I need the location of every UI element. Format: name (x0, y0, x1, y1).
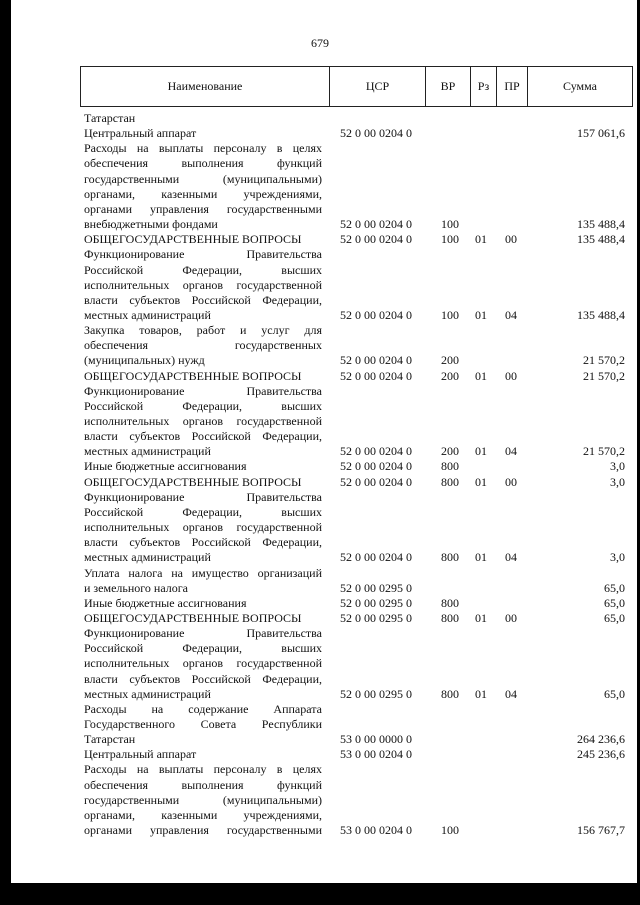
table-row (0, 641, 640, 656)
cell-name: Иные бюджетные ассигнования (84, 595, 247, 610)
header-sum: Сумма (563, 79, 597, 93)
cell-csr: 53 0 00 0204 0 (340, 747, 412, 762)
cell-vr: 200 (441, 368, 459, 383)
cell-csr: 52 0 00 0204 0 (340, 444, 412, 459)
cell-name: власти субъектов Российской Федерации, (84, 535, 322, 550)
table-row (0, 702, 640, 717)
table-row (0, 459, 640, 474)
table-row (0, 732, 640, 747)
cell-sum: 245 236,6 (577, 747, 625, 762)
cell-csr: 52 0 00 0204 0 (340, 217, 412, 232)
cell-name: власти субъектов Российской Федерации, (84, 671, 322, 686)
cell-csr: 52 0 00 0204 0 (340, 126, 412, 141)
header-rz: Рз (477, 79, 490, 93)
cell-name: Российской Федерации, высших (84, 398, 322, 413)
cell-name: государственными (муниципальными) (84, 171, 322, 186)
cell-sum: 135 488,4 (577, 217, 625, 232)
cell-name: Иные бюджетные ассигнования (84, 459, 247, 474)
table-row (0, 399, 640, 414)
cell-vr: 800 (441, 459, 459, 474)
cell-name: исполнительных органов государственной (84, 520, 322, 535)
table-row (0, 550, 640, 565)
cell-name: ОБЩЕГОСУДАРСТВЕННЫЕ ВОПРОСЫ (84, 474, 302, 489)
header-pr: ПР (504, 79, 520, 93)
table-row (0, 263, 640, 278)
cell-name: Центральный аппарат (84, 126, 197, 141)
cell-name: органами управления государственными (84, 201, 322, 216)
cell-name: обеспечения государственных (84, 338, 322, 353)
cell-name: органами, казенными учреждениями, (84, 186, 322, 201)
cell-pr: 04 (505, 550, 517, 565)
table-header (80, 66, 633, 107)
table-row (0, 656, 640, 671)
table-row (0, 490, 640, 505)
cell-name: органами управления государственными (84, 823, 322, 838)
cell-csr: 53 0 00 0204 0 (340, 823, 412, 838)
table-row (0, 232, 640, 247)
table-row (0, 793, 640, 808)
cell-name: Расходы на выплаты персоналу в целях (84, 762, 322, 777)
cell-name: Центральный аппарат (84, 747, 197, 762)
cell-pr: 00 (505, 232, 517, 247)
cell-sum: 21 570,2 (583, 353, 625, 368)
cell-name: исполнительных органов государственной (84, 656, 322, 671)
cell-sum: 135 488,4 (577, 232, 625, 247)
cell-name: ОБЩЕГОСУДАРСТВЕННЫЕ ВОПРОСЫ (84, 610, 302, 625)
cell-vr: 800 (441, 610, 459, 625)
cell-vr: 100 (441, 307, 459, 322)
table-row (0, 338, 640, 353)
cell-sum: 65,0 (604, 580, 625, 595)
table-row (0, 323, 640, 338)
header-csr: ЦСР (365, 79, 390, 93)
cell-name: обеспечения выполнения функций (84, 777, 322, 792)
cell-rz: 01 (475, 444, 487, 459)
table-row (0, 384, 640, 399)
cell-sum: 3,0 (610, 459, 625, 474)
cell-name: внебюджетными фондами (84, 217, 218, 232)
table-row (0, 672, 640, 687)
cell-sum: 156 767,7 (577, 823, 625, 838)
cell-sum: 21 570,2 (583, 444, 625, 459)
cell-vr: 800 (441, 550, 459, 565)
cell-csr: 53 0 00 0000 0 (340, 732, 412, 747)
cell-name: государственными (муниципальными) (84, 792, 322, 807)
cell-name: Функционирование Правительства (84, 247, 322, 262)
cell-rz: 01 (475, 610, 487, 625)
table-row (0, 126, 640, 141)
cell-sum: 3,0 (610, 474, 625, 489)
cell-vr: 100 (441, 217, 459, 232)
table-row (0, 535, 640, 550)
cell-csr: 52 0 00 0204 0 (340, 368, 412, 383)
table-row (0, 429, 640, 444)
table-row (0, 353, 640, 368)
cell-name: Функционирование Правительства (84, 383, 322, 398)
header-name: Наименование (167, 79, 243, 93)
cell-name: Функционирование Правительства (84, 626, 322, 641)
cell-name: органами, казенными учреждениями, (84, 807, 322, 822)
table-row (0, 217, 640, 232)
table-row (0, 626, 640, 641)
table-row (0, 444, 640, 459)
table-row (0, 717, 640, 732)
cell-rz: 01 (475, 307, 487, 322)
cell-vr: 800 (441, 595, 459, 610)
table-row (0, 369, 640, 384)
cell-name: Расходы на содержание Аппарата (84, 701, 322, 716)
cell-csr: 52 0 00 0295 0 (340, 580, 412, 595)
table-row (0, 111, 640, 126)
cell-rz: 01 (475, 550, 487, 565)
cell-csr: 52 0 00 0204 0 (340, 550, 412, 565)
cell-name: (муниципальных) нужд (84, 353, 205, 368)
table-row (0, 747, 640, 762)
cell-vr: 200 (441, 444, 459, 459)
cell-name: Российской Федерации, высших (84, 262, 322, 277)
cell-name: Расходы на выплаты персоналу в целях (84, 141, 322, 156)
table-row (0, 687, 640, 702)
cell-vr: 200 (441, 353, 459, 368)
cell-name: Функционирование Правительства (84, 489, 322, 504)
cell-vr: 800 (441, 686, 459, 701)
cell-csr: 52 0 00 0204 0 (340, 474, 412, 489)
cell-pr: 04 (505, 307, 517, 322)
cell-sum: 21 570,2 (583, 368, 625, 383)
table-row (0, 581, 640, 596)
cell-csr: 52 0 00 0295 0 (340, 686, 412, 701)
table-row (0, 520, 640, 535)
table-row (0, 156, 640, 171)
cell-sum: 65,0 (604, 595, 625, 610)
table-row (0, 141, 640, 156)
table-row (0, 611, 640, 626)
cell-csr: 52 0 00 0204 0 (340, 232, 412, 247)
cell-rz: 01 (475, 474, 487, 489)
cell-name: исполнительных органов государственной (84, 414, 322, 428)
cell-vr: 100 (441, 823, 459, 838)
cell-name: Уплата налога на имущество организаций (84, 565, 322, 580)
cell-name: местных администраций (84, 550, 211, 565)
cell-rz: 01 (475, 686, 487, 701)
cell-pr: 00 (505, 368, 517, 383)
cell-csr: 52 0 00 0295 0 (340, 610, 412, 625)
cell-name: власти субъектов Российской Федерации, (84, 292, 322, 307)
cell-name: и земельного налога (84, 580, 189, 595)
cell-csr: 52 0 00 0204 0 (340, 353, 412, 368)
table-row (0, 247, 640, 262)
cell-pr: 04 (505, 686, 517, 701)
cell-name: местных администраций (84, 444, 211, 459)
table-row (0, 762, 640, 777)
cell-vr: 100 (441, 232, 459, 247)
table-row (0, 293, 640, 308)
cell-name: Закупка товаров, работ и услуг для (84, 323, 322, 338)
table-row (0, 187, 640, 202)
cell-pr: 00 (505, 474, 517, 489)
table-row (0, 778, 640, 793)
cell-name: местных администраций (84, 307, 211, 322)
table-row (0, 278, 640, 293)
cell-name: Татарстан (84, 732, 136, 747)
cell-sum: 65,0 (604, 610, 625, 625)
cell-pr: 04 (505, 444, 517, 459)
cell-name: местных администраций (84, 686, 211, 701)
cell-sum: 157 061,6 (577, 126, 625, 141)
scan-border-bottom (0, 883, 640, 905)
cell-rz: 01 (475, 232, 487, 247)
table-row (0, 505, 640, 520)
cell-sum: 3,0 (610, 550, 625, 565)
cell-csr: 52 0 00 0204 0 (340, 307, 412, 322)
table-row (0, 308, 640, 323)
cell-csr: 52 0 00 0204 0 (340, 459, 412, 474)
cell-name: Российской Федерации, высших (84, 504, 322, 519)
cell-sum: 65,0 (604, 686, 625, 701)
page-number: 679 (311, 36, 329, 50)
cell-name: Российской Федерации, высших (84, 641, 322, 656)
table-row (0, 823, 640, 838)
cell-vr: 800 (441, 474, 459, 489)
table-row (0, 808, 640, 823)
table-row (0, 202, 640, 217)
cell-name: власти субъектов Российской Федерации, (84, 429, 322, 444)
cell-name: Татарстан (84, 111, 136, 125)
table-row (0, 414, 640, 429)
table-row (0, 172, 640, 187)
table-row (0, 475, 640, 490)
cell-name: Государственного Совета Республики (84, 717, 322, 731)
cell-name: ОБЩЕГОСУДАРСТВЕННЫЕ ВОПРОСЫ (84, 232, 302, 247)
table-row (0, 596, 640, 611)
cell-name: обеспечения выполнения функций (84, 156, 322, 171)
cell-name: ОБЩЕГОСУДАРСТВЕННЫЕ ВОПРОСЫ (84, 368, 302, 383)
cell-csr: 52 0 00 0295 0 (340, 595, 412, 610)
cell-name: исполнительных органов государственной (84, 277, 322, 292)
header-vr: ВР (440, 79, 456, 93)
cell-sum: 264 236,6 (577, 732, 625, 747)
cell-sum: 135 488,4 (577, 307, 625, 322)
cell-rz: 01 (475, 368, 487, 383)
cell-pr: 00 (505, 610, 517, 625)
table-row (0, 566, 640, 581)
